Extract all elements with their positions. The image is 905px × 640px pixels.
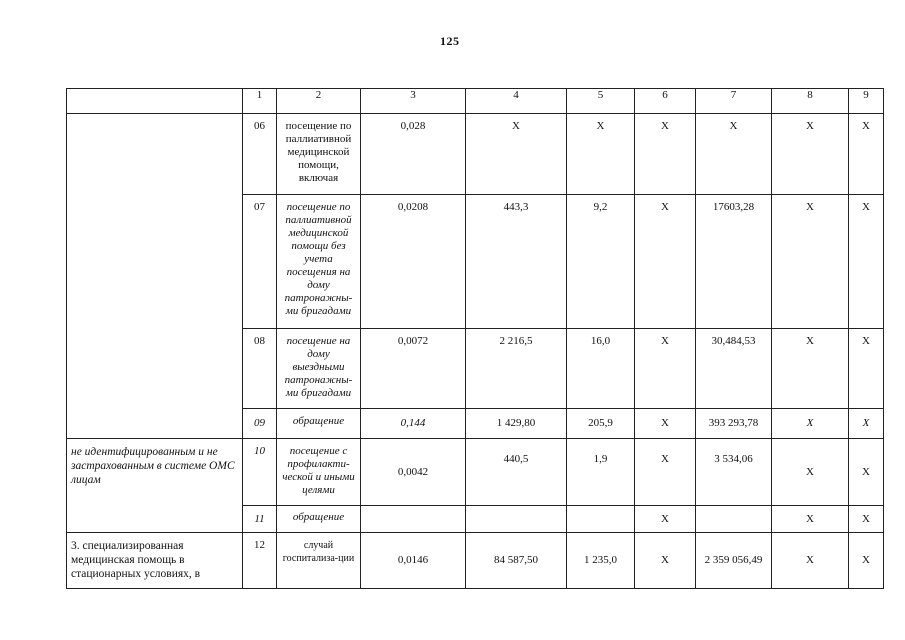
row-name: случай госпитализа-ции	[277, 533, 361, 589]
col4-value: 440,5	[466, 439, 567, 506]
header-cell	[67, 89, 243, 114]
col6-value: X	[635, 329, 696, 409]
col8-value: X	[772, 329, 849, 409]
category-cell: не идентифицированным и не застрахованным в системе ОМС лицам	[67, 439, 243, 533]
header-cell: 3	[361, 89, 466, 114]
header-row	[67, 89, 884, 114]
col5-value: 16,0	[567, 329, 635, 409]
row-code: 11	[243, 506, 277, 533]
row-code: 12	[243, 533, 277, 589]
header-cell: 9	[849, 89, 884, 114]
col6-value: X	[635, 195, 696, 329]
col6-value: X	[635, 409, 696, 439]
col3-value: 0,0146	[361, 533, 466, 589]
col6-value: X	[635, 439, 696, 506]
header-cell: 4	[466, 89, 567, 114]
header-cell: 7	[696, 89, 772, 114]
table-row	[67, 439, 884, 506]
header-cell: 6	[635, 89, 696, 114]
row-code: 09	[243, 409, 277, 439]
col7-value: 393 293,78	[696, 409, 772, 439]
category-cell	[67, 114, 243, 439]
col5-value: 9,2	[567, 195, 635, 329]
col5-value: 1 235,0	[567, 533, 635, 589]
table-row	[67, 533, 884, 589]
page-number: 125	[440, 34, 460, 48]
col4-value: 84 587,50	[466, 533, 567, 589]
col7-value: 30,484,53	[696, 329, 772, 409]
row-code: 10	[243, 439, 277, 506]
col4-value: X	[466, 114, 567, 195]
row-name: обращение	[277, 506, 361, 533]
col7-value: 2 359 056,49	[696, 533, 772, 589]
col8-value: X	[772, 409, 849, 439]
table-row	[67, 114, 884, 195]
col5-value: 205,9	[567, 409, 635, 439]
header-cell: 1	[243, 89, 277, 114]
col8-value: X	[772, 439, 849, 506]
row-name: посещение по паллиативной медицинской помощи без учета посещения на дому патронажны-ми бригадами	[277, 195, 361, 329]
header-cell: 8	[772, 89, 849, 114]
col6-value: X	[635, 114, 696, 195]
row-code: 08	[243, 329, 277, 409]
row-name: посещение с профилакти-ческой и иными целями	[277, 439, 361, 506]
header-cell: 2	[277, 89, 361, 114]
data-table	[66, 88, 884, 589]
category-cell: 3. специализированная медицинская помощь в стационарных условиях, в	[67, 533, 243, 589]
col6-value: X	[635, 533, 696, 589]
row-code: 07	[243, 195, 277, 329]
col4-value	[466, 506, 567, 533]
col8-value: X	[772, 195, 849, 329]
col7-value	[696, 506, 772, 533]
col5-value	[567, 506, 635, 533]
col7-value: 17603,28	[696, 195, 772, 329]
col3-value: 0,0042	[361, 439, 466, 506]
col9-value: X	[849, 195, 884, 329]
col8-value: X	[772, 506, 849, 533]
col9-value: X	[849, 439, 884, 506]
col3-value	[361, 506, 466, 533]
col5-value: 1,9	[567, 439, 635, 506]
col5-value: X	[567, 114, 635, 195]
col9-value: X	[849, 506, 884, 533]
col3-value: 0,144	[361, 409, 466, 439]
row-code: 06	[243, 114, 277, 195]
col6-value: X	[635, 506, 696, 533]
col3-value: 0,0208	[361, 195, 466, 329]
col7-value: X	[696, 114, 772, 195]
header-cell: 5	[567, 89, 635, 114]
row-name: посещение по паллиативной медицинской помощи, включая	[277, 114, 361, 195]
col9-value: X	[849, 409, 884, 439]
col9-value: X	[849, 329, 884, 409]
col8-value: X	[772, 114, 849, 195]
row-name: посещение на дому выездными патронажны-ми бригадами	[277, 329, 361, 409]
col3-value: 0,0072	[361, 329, 466, 409]
col7-value: 3 534,06	[696, 439, 772, 506]
col3-value: 0,028	[361, 114, 466, 195]
row-name: обращение	[277, 409, 361, 439]
col4-value: 443,3	[466, 195, 567, 329]
col4-value: 1 429,80	[466, 409, 567, 439]
col9-value: X	[849, 533, 884, 589]
col4-value: 2 216,5	[466, 329, 567, 409]
col9-value: X	[849, 114, 884, 195]
col8-value: X	[772, 533, 849, 589]
